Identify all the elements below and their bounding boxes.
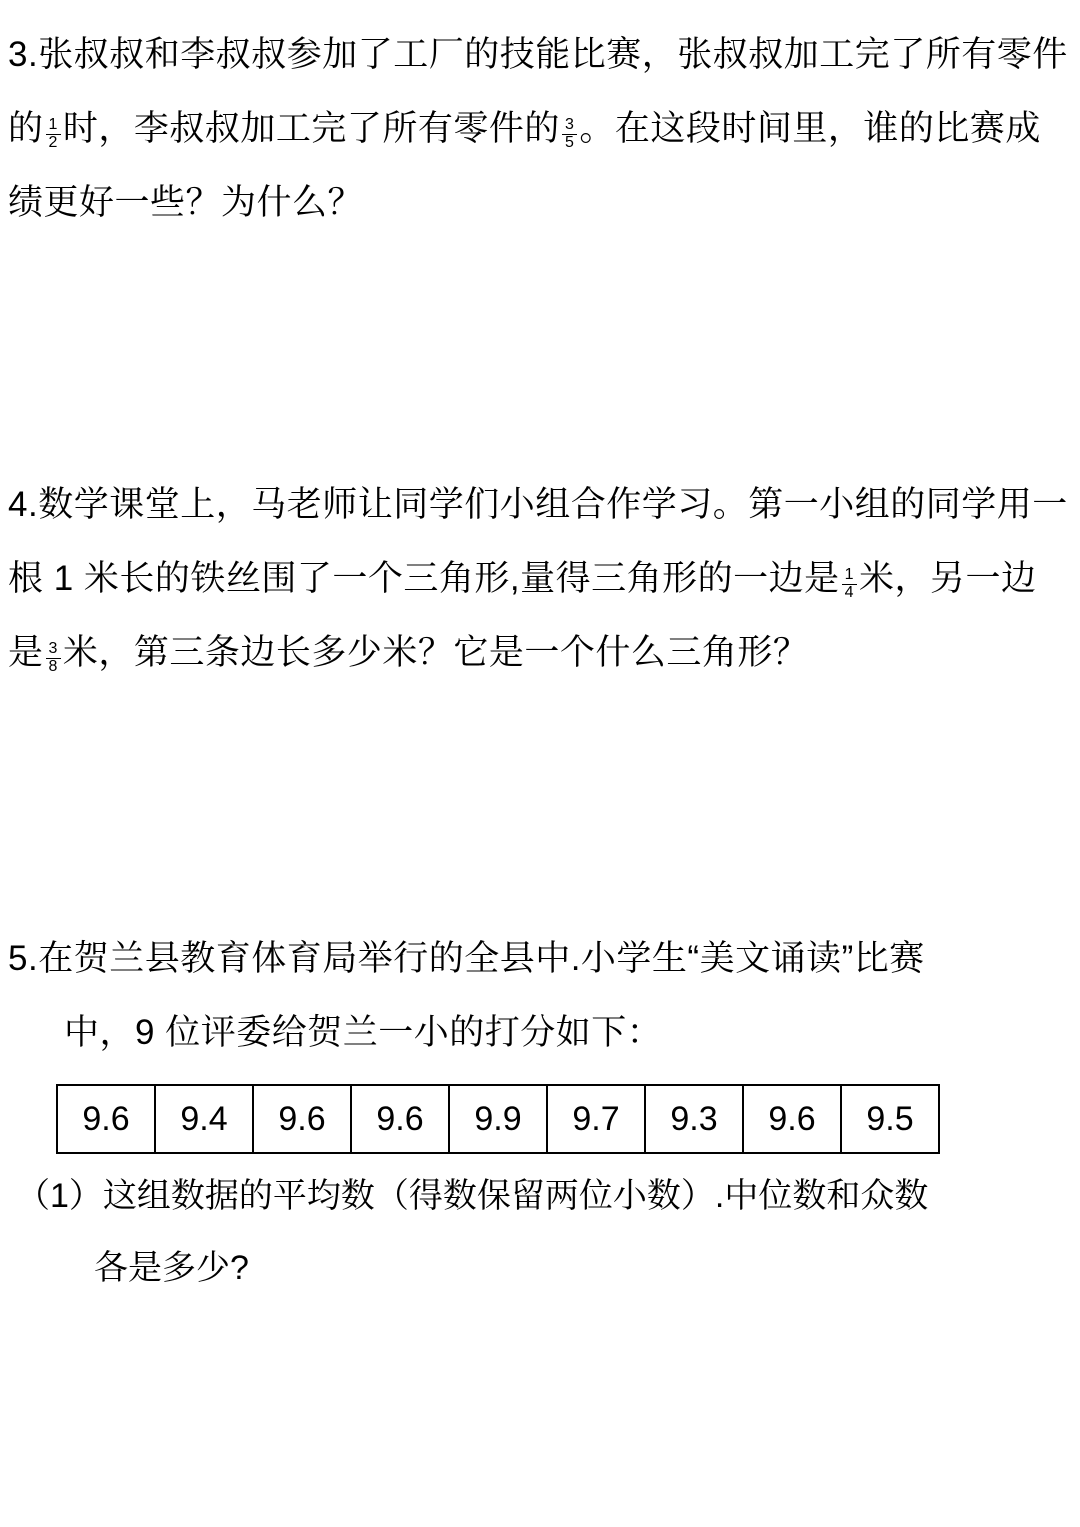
question-5-text-line2: 中，9 位评委给贺兰一小的打分如下：: [64, 1013, 663, 1052]
question-5: [8, 922, 1072, 1304]
question-5-text-line1: [8, 922, 1072, 996]
fraction-three-fifths: [562, 117, 577, 151]
fraction-numerator: 1: [48, 116, 58, 134]
question-3-text-part3: 。在这段时间里，谁的比赛成绩更好一些？为什么？: [8, 109, 1041, 222]
score-cell-4: 9.6: [351, 1085, 449, 1153]
question-3-text-part2: 时，李叔叔加工完了所有零件的: [62, 109, 560, 148]
fraction-three-eighths: [46, 641, 61, 675]
score-cell-7: 9.3: [645, 1085, 743, 1153]
question-5-sub-1: [8, 1160, 1072, 1304]
fraction-denominator: 2: [46, 134, 61, 151]
question-4-number: 4.: [8, 485, 39, 524]
score-cell-2: 9.4: [155, 1085, 253, 1153]
fraction-one-fourth: [842, 567, 857, 601]
fraction-denominator: 4: [842, 584, 857, 601]
question-4-text-part3: 米，第三条边长多少米？它是一个什么三角形？: [62, 633, 809, 672]
fraction-denominator: 5: [562, 134, 577, 151]
score-cell-6: 9.7: [547, 1085, 645, 1153]
fraction-numerator: 3: [48, 640, 58, 658]
question-4-text-part2: 米，另一边是: [8, 559, 1037, 672]
score-cell-5: 9.9: [449, 1085, 547, 1153]
answer-space-1: [8, 240, 1072, 468]
question-3-number: 3.: [8, 35, 39, 74]
fraction-numerator: 3: [564, 116, 575, 134]
table-row: [57, 1085, 939, 1153]
sub-question-label: （1）: [16, 1177, 103, 1215]
answer-space-2: [8, 690, 1072, 922]
question-5-number: 5.: [8, 939, 39, 978]
score-cell-9: 9.5: [841, 1085, 939, 1153]
score-cell-1: 9.6: [57, 1085, 155, 1153]
fraction-numerator: 1: [844, 566, 855, 584]
score-table: [56, 1084, 940, 1154]
question-3-text: [8, 18, 1072, 240]
question-5-text-part1: 在贺兰县教育体育局举行的全县中.小学生“美文诵读”比赛: [38, 939, 925, 978]
question-4-text: [8, 468, 1072, 690]
score-cell-8: 9.6: [743, 1085, 841, 1153]
question-3-text-part1: 张叔叔和李叔叔参加了工厂的技能比赛，张叔叔加工完了所有零件的: [8, 35, 1068, 148]
fraction-one-half: [46, 117, 61, 151]
sub-question-line2: 各是多少?: [94, 1249, 249, 1287]
question-3: [8, 18, 1072, 240]
question-4-text-part1: 数学课堂上，马老师让同学们小组合作学习。第一小组的同学用一根 1 米长的铁丝围了一个三角形,量得三角形的一边是: [8, 485, 1068, 598]
score-cell-3: 9.6: [253, 1085, 351, 1153]
fraction-denominator: 8: [46, 658, 61, 675]
question-4: [8, 468, 1072, 690]
sub-question-line1: 这组数据的平均数（得数保留两位小数）.中位数和众数: [102, 1177, 929, 1215]
